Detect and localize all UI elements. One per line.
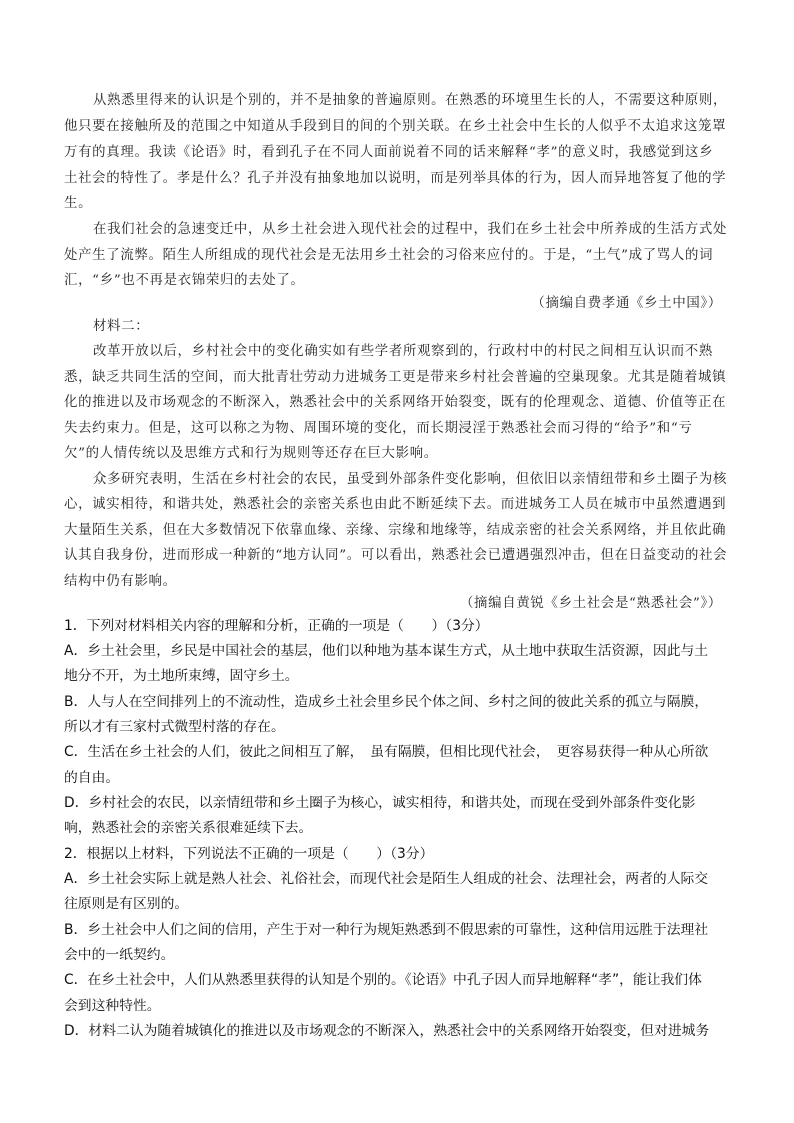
paragraph-line: 认其自我身份，进而形成一种新的“地方认同”。可以看出，熟悉社会已遭遇强烈冲击，但在日益变动的社会: [64, 548, 728, 563]
option-line: 会中的一纸契约。: [64, 947, 175, 963]
paragraph-line: 心，诚实相待，和谐共处，熟悉社会的亲密关系也由此不断延续下去。而进城务工人员在城市中虽然遭遇到: [64, 497, 727, 512]
option-line: C．在乡土社会中，人们从熟悉里获得的认知是个别的。《论语》中孔子因人而异地解释“孝”，能让我们体: [64, 972, 702, 988]
paragraph-line: 悉，缺乏共同生活的空间，而大批青壮劳动力进城务工更是带来乡村社会普遍的空巢现象。尤其是随着城镇: [64, 370, 727, 385]
option-line: 往原则是有区别的。: [64, 896, 189, 912]
paragraph-line: 结构中仍有影响。: [64, 574, 177, 589]
paragraph-line: 化的推进以及市场观念的不断深入，熟悉社会中的关系网络开始裂变，既有的伦理观念、道德、价值等正在: [64, 395, 727, 410]
option-line: B．人与人在空间排列上的不流动性，造成乡土社会里乡民个体之间、乡村之间的彼此关系的孤立与隔膜，: [64, 694, 709, 710]
paragraph-line: 众多研究表明，生活在乡村社会的农民，虽受到外部条件变化影响，但依旧以亲情纽带和乡土圈子为核: [93, 472, 728, 487]
paragraph-line: 生。: [64, 196, 93, 211]
question-stem: 1．下列对材料相关内容的理解和分析，正确的一项是（ ）（3分）: [64, 618, 489, 634]
option-line: C．生活在乡土社会的人们，彼此之间相互了解， 虽有隔膜，但相比现代社会， 更容易获得一种从心所欲: [64, 744, 709, 760]
option-line: A．乡土社会实际上就是熟人社会、礼俗社会，而现代社会是陌生人组成的社会、法理社会，两者的人际交: [64, 871, 709, 887]
paragraph-line: 从熟悉里得来的认识是个别的，并不是抽象的普遍原则。在熟悉的环境里生长的人，不需要这种原则，: [93, 93, 728, 108]
paragraph-line: 他只要在接触所及的范围之中知道从手段到目的间的个别关联。在乡土社会中生长的人似乎不太追求这笼罩: [64, 119, 727, 134]
paragraph-line: 欠”的人情传统以及思维方式和行为规则等还存在巨大影响。: [64, 446, 438, 461]
source-citation: （摘编自黄锐《乡土社会是“熟悉社会”》）: [459, 596, 722, 611]
paragraph-line: 处产生了流弊。陌生人所组成的现代社会是无法用乡土社会的习俗来应付的。于是，“土气”成了骂人的词: [64, 248, 714, 263]
question-stem: 2．根据以上材料，下列说法不正确的一项是（ ）（3分）: [64, 846, 434, 862]
paragraph-line: 在我们社会的急速变迁中，从乡土社会进入现代社会的过程中，我们在乡土社会中所养成的生活方式处: [93, 222, 728, 237]
option-line: 会到这种特性。: [64, 998, 161, 1014]
source-citation: （摘编自费孝通《乡土中国》）: [531, 296, 722, 311]
paragraph-line: 改革开放以后，乡村社会中的变化确实如有些学者所观察到的，行政村中的村民之间相互认识而不熟: [93, 344, 713, 359]
option-line: 响，熟悉社会的亲密关系很难延续下去。: [64, 820, 313, 836]
paragraph-line: 大量陌生关系，但在大多数情况下依靠血缘、亲缘、宗缘和地缘等，结成亲密的社会关系网络，并且依此确: [64, 523, 727, 538]
option-line: D．乡村社会的农民，以亲情纽带和乡土圈子为核心，诚实相待，和谐共处，而现在受到外部条件变化影: [64, 795, 696, 811]
paragraph-line: 失去约束力。但是，这可以称之为物、周围环境的变化，而长期浸淫于熟悉社会而习得的“给予”和“亏: [64, 421, 693, 436]
option-line: A．乡土社会里，乡民是中国社会的基层，他们以种地为基本谋生方式，从土地中获取生活资源，因此与土: [64, 643, 709, 659]
option-line: 的自由。: [64, 770, 120, 786]
material-heading: 材料二：: [93, 319, 150, 334]
paragraph-line: 土社会的特性了。孝是什么？孔子并没有抽象地加以说明，而是列举具体的行为，因人而异地答复了他的学: [64, 171, 727, 186]
option-line: 所以才有三家村式微型村落的存在。: [64, 719, 285, 735]
paragraph-line: 汇，“乡”也不再是衣锦荣归的去处了。: [64, 273, 305, 288]
paragraph-line: 万有的真理。我读《论语》时，看到孔子在不同人面前说着不同的话来解释“孝”的意义时，我感觉到这乡: [64, 145, 714, 160]
option-line: 地分不开，为土地所束缚，固守乡土。: [64, 668, 299, 684]
option-line: B．乡土社会中人们之间的信用，产生于对一种行为规矩熟悉到不假思索的可靠性，这种信用远胜于法理社: [64, 922, 709, 938]
option-line: D．材料二认为随着城镇化的推进以及市场观念的不断深入，熟悉社会中的关系网络开始裂变，但对进城务: [64, 1023, 710, 1039]
